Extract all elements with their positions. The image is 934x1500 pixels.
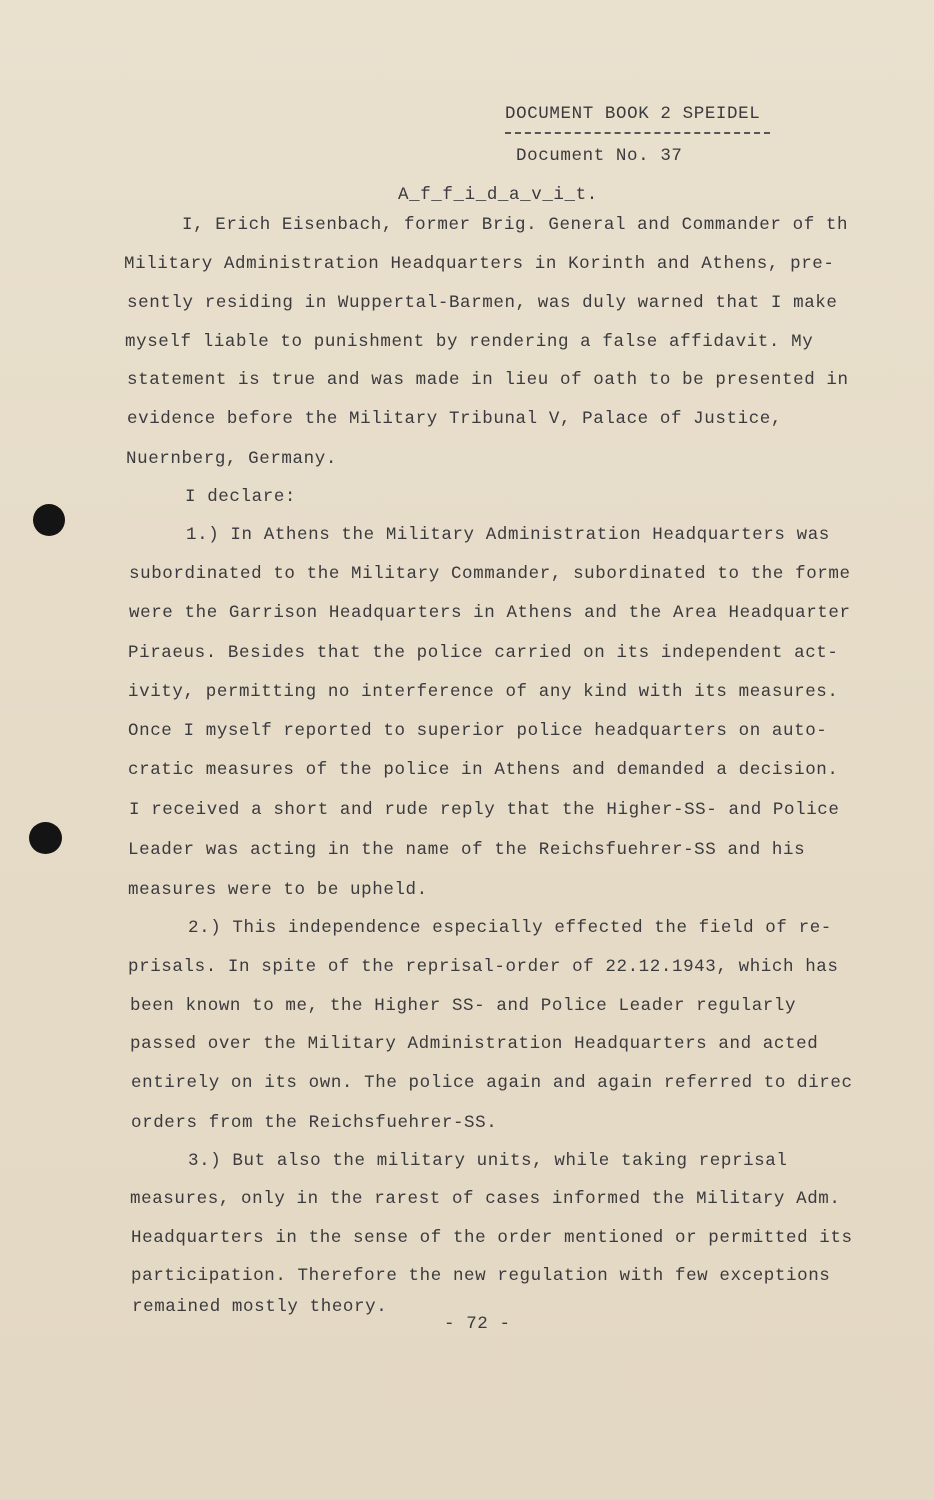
body-line: Once I myself reported to superior police headquarters on auto- (128, 721, 828, 741)
body-line: 1.) In Athens the Military Administration Headquarters was (186, 525, 830, 545)
body-line: measures were to be upheld. (128, 880, 428, 900)
punch-hole (33, 504, 65, 536)
body-line: remained mostly theory. (132, 1297, 388, 1317)
body-line: were the Garrison Headquarters in Athens and the Area Headquarter (129, 603, 851, 623)
body-line: prisals. In spite of the reprisal-order of 22.12.1943, which has (128, 957, 839, 977)
heading-rule (505, 132, 770, 134)
body-line: sently residing in Wuppertal-Barmen, was duly warned that I make (127, 293, 838, 313)
body-line: entirely on its own. The police again and again referred to direc (131, 1073, 853, 1093)
body-line: orders from the Reichsfuehrer-SS. (131, 1113, 498, 1133)
body-line: 3.) But also the military units, while taking reprisal (188, 1151, 788, 1171)
body-line: statement is true and was made in lieu of oath to be presented in (127, 370, 849, 390)
body-line: Piraeus. Besides that the police carried on its independent act- (128, 643, 839, 663)
body-line: 2.) This independence especially effected the field of re- (188, 918, 832, 938)
body-line: subordinated to the Military Commander, subordinated to the forme (129, 564, 851, 584)
document-book-heading: DOCUMENT BOOK 2 SPEIDEL (505, 104, 761, 124)
body-line: myself liable to punishment by rendering a false affidavit. My (125, 332, 814, 352)
document-number: Document No. 37 (516, 146, 683, 166)
body-line: been known to me, the Higher SS- and Police Leader regularly (130, 996, 797, 1016)
body-line: ivity, permitting no interference of any kind with its measures. (128, 682, 839, 702)
body-line: I declare: (185, 487, 297, 507)
body-line: Military Administration Headquarters in Korinth and Athens, pre- (124, 254, 835, 274)
document-title: A_f_f_i_d_a_v_i_t. (398, 185, 598, 205)
body-line: Nuernberg, Germany. (126, 449, 337, 469)
page-number: - 72 - (444, 1314, 511, 1334)
body-line: measures, only in the rarest of cases informed the Military Adm. (130, 1189, 841, 1209)
body-line: passed over the Military Administration Headquarters and acted (130, 1034, 819, 1054)
body-line: Headquarters in the sense of the order mentioned or permitted its (131, 1228, 853, 1248)
body-line: evidence before the Military Tribunal V, Palace of Justice, (127, 409, 783, 429)
body-line: Leader was acting in the name of the Reichsfuehrer-SS and his (128, 840, 806, 860)
body-line: participation. Therefore the new regulation with few exceptions (131, 1266, 831, 1286)
body-line: I received a short and rude reply that the Higher-SS- and Police (129, 800, 840, 820)
punch-hole (29, 822, 62, 854)
body-line: cratic measures of the police in Athens and demanded a decision. (128, 760, 839, 780)
body-line: I, Erich Eisenbach, former Brig. General and Commander of th (182, 215, 849, 235)
